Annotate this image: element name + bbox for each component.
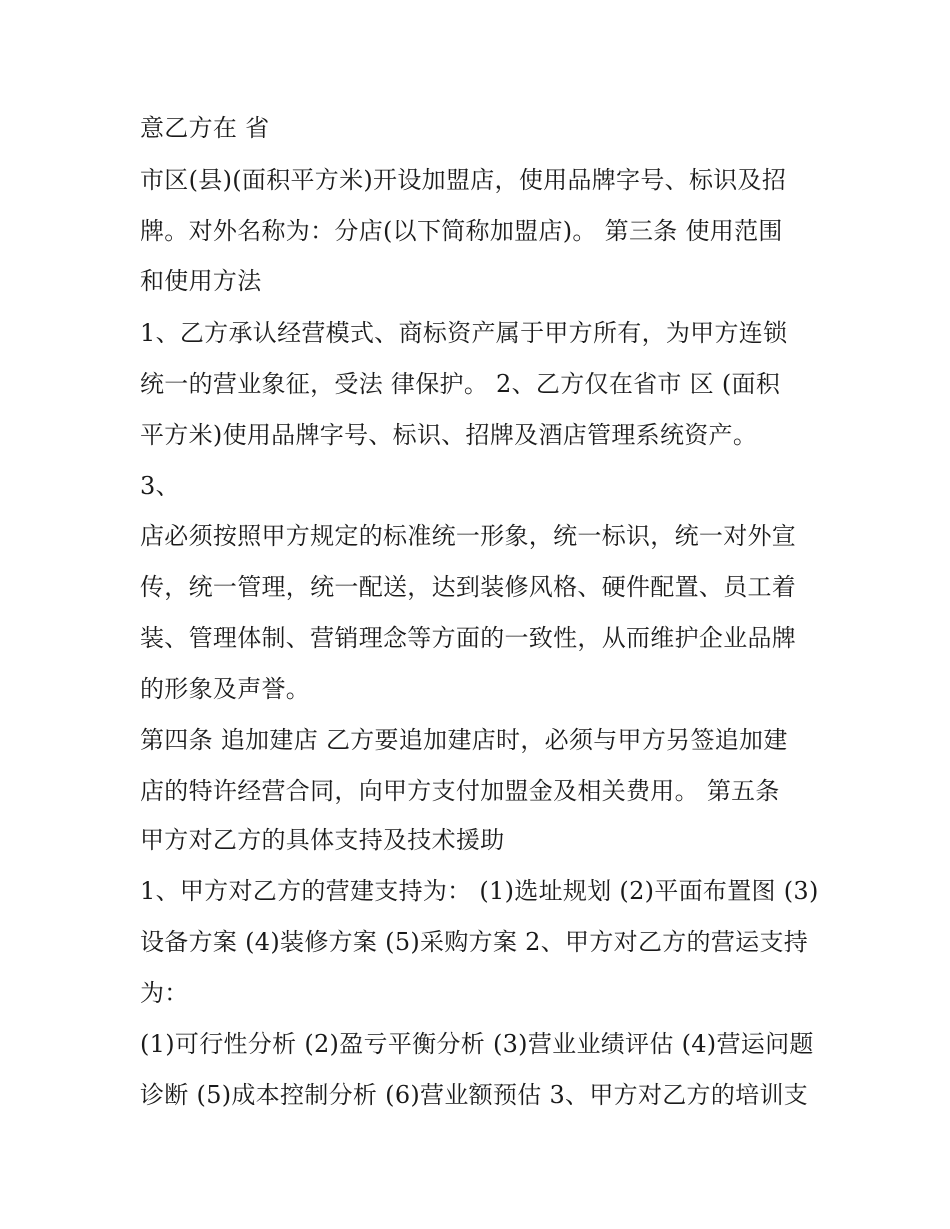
text-line-10: 传，统一管理，统一配送，达到装修风格、硬件配置、员工着 <box>140 573 797 601</box>
text-line-12: 的形象及声誉。 <box>140 675 311 703</box>
text-line-1: 意乙方在 省 <box>140 114 270 142</box>
text-line-18: 为： <box>140 979 189 1007</box>
text-line-9: 店必须按照甲方规定的标准统一形象，统一标识，统一对外宣 <box>140 522 797 550</box>
text-line-16: 1、甲方对乙方的营建支持为： (1)选址规划 (2)平面布置图 (3) <box>140 877 819 905</box>
text-line-7: 平方米)使用品牌字号、标识、招牌及酒店管理系统资产。 <box>140 421 758 449</box>
text-line-19: (1)可行性分析 (2)盈亏平衡分析 (3)营业业绩评估 (4)营运问题 <box>140 1030 814 1058</box>
text-line-15: 甲方对乙方的具体支持及技术援助 <box>140 826 505 854</box>
text-line-8: 3、 <box>140 472 180 500</box>
text-line-20: 诊断 (5)成本控制分析 (6)营业额预估 3、甲方对乙方的培训支 <box>140 1081 809 1109</box>
text-line-2: 市区(县)(面积平方米)开设加盟店，使用品牌字号、标识及招 <box>140 166 787 194</box>
text-line-11: 装、管理体制、营销理念等方面的一致性，从而维护企业品牌 <box>140 624 797 652</box>
text-line-4: 和使用方法 <box>140 267 262 295</box>
text-line-5: 1、乙方承认经营模式、商标资产属于甲方所有，为甲方连锁 <box>140 319 788 347</box>
text-line-6: 统一的营业象征，受法 律保护。 2、乙方仅在省市 区 (面积 <box>140 370 781 398</box>
text-line-17: 设备方案 (4)装修方案 (5)采购方案 2、甲方对乙方的营运支持 <box>140 928 809 956</box>
text-line-14: 店的特许经营合同，向甲方支付加盟金及相关费用。 第五条 <box>140 777 780 805</box>
text-line-13: 第四条 追加建店 乙方要追加建店时，必须与甲方另签追加建 <box>140 726 788 754</box>
text-line-3: 牌。对外名称为：分店(以下简称加盟店)。 第三条 使用范围 <box>140 217 783 245</box>
